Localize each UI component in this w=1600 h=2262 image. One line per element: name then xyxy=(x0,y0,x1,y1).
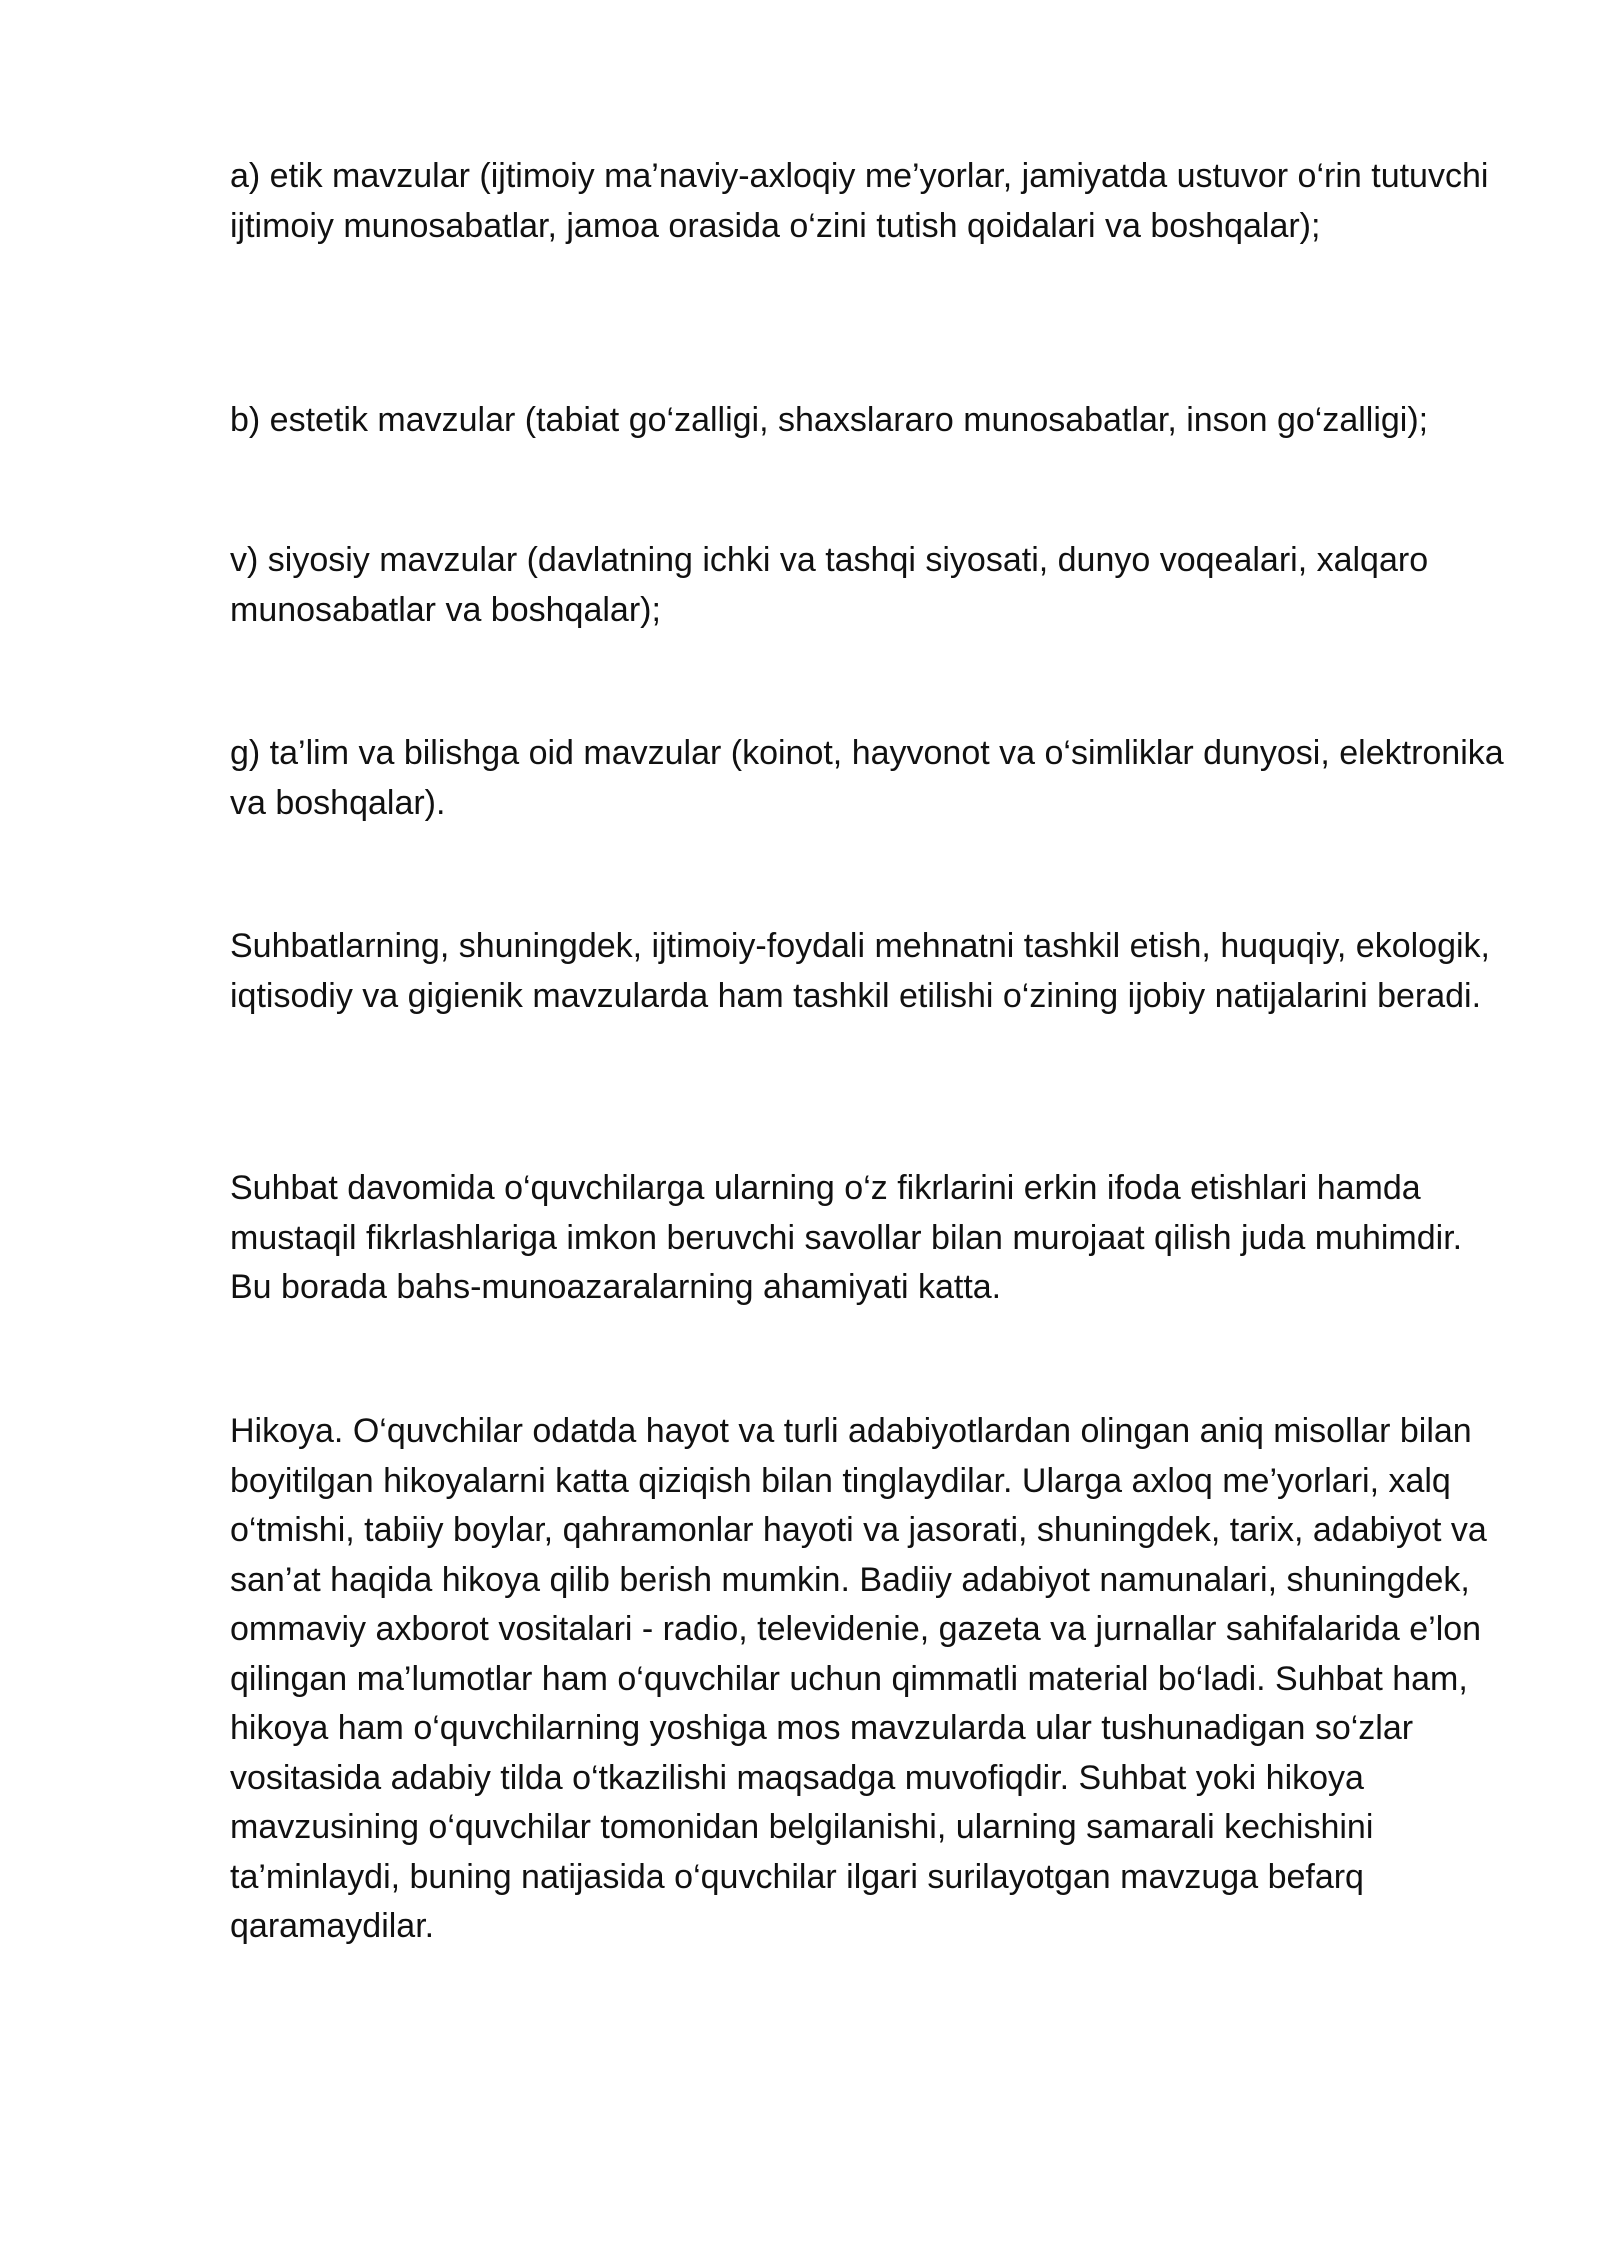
paragraph-topic-ethics: a) etik mavzular (ijtimoiy ma’naviy-axloqiy me’yorlar, jamiyatda ustuvor o‘rin tutuvchi ijtimoiy munosabatlar, jamoa orasida o‘zini tutish qoidalari va boshqalar); xyxy=(230,157,1489,245)
paragraph-topic-politics: v) siyosiy mavzular (davlatning ichki va tashqi siyosati, dunyo voqealari, xalqaro munosabatlar va boshqalar); xyxy=(230,541,1429,629)
paragraph-topic-education: g) ta’lim va bilishga oid mavzular (koinot, hayvonot va o‘simliklar dunyosi, elektronika va boshqalar). xyxy=(230,734,1504,822)
paragraph-discussion: Suhbat davomida o‘quvchilarga ularning o‘z fikrlarini erkin ifoda etishlari hamda mustaqil fikrlashlariga imkon beruvchi savollar bilan murojaat qilish juda muhimdir. Bu borada bahs-munoazaralarning ahamiyati katta. xyxy=(230,1169,1463,1306)
paragraph-story: Hikoya. O‘quvchilar odatda hayot va turli adabiyotlardan olingan aniq misollar bilan boyitilgan hikoyalarni katta qiziqish bilan tinglaydilar. Ularga axloq me’yorlari, xalq o‘tmishi, tabiiy boylar, qahramonlar hayoti va jasorati, shuningdek, tarix, adabiyot va san’at haqida hikoya qilib berish mumkin. Badiiy adabiyot namunalari, shuningdek, ommaviy axborot vositalari - radio, televidenie, gazeta va jurnallar sahifalarida e’lon qilingan ma’lumotlar ham o‘quvchilar uchun qimmatli material bo‘ladi. Suhbat ham, hikoya ham o‘quvchilarning yoshiga mos mavzularda ular tushunadigan so‘zlar vositasida adabiy tilda o‘tkazilishi maqsadga muvofiqdir. Suhbat yoki hikoya mavzusining o‘quvchilar tomonidan belgilanishi, ularning samarali kechishini ta’minlaydi, buning natijasida o‘quvchilar ilgari surilayotgan mavzuga befarq qaramaydilar. xyxy=(230,1412,1487,1945)
paragraph-conversations: Suhbatlarning, shuningdek, ijtimoiy-foydali mehnatni tashkil etish, huquqiy, ekologik, iqtisodiy va gigienik mavzularda ham tashkil etilishi o‘zining ijobiy natijalarini beradi. xyxy=(230,927,1490,1015)
paragraph-topic-aesthetics: b) estetik mavzular (tabiat go‘zalligi, shaxslararo munosabatlar, inson go‘zalligi); xyxy=(230,401,1429,439)
